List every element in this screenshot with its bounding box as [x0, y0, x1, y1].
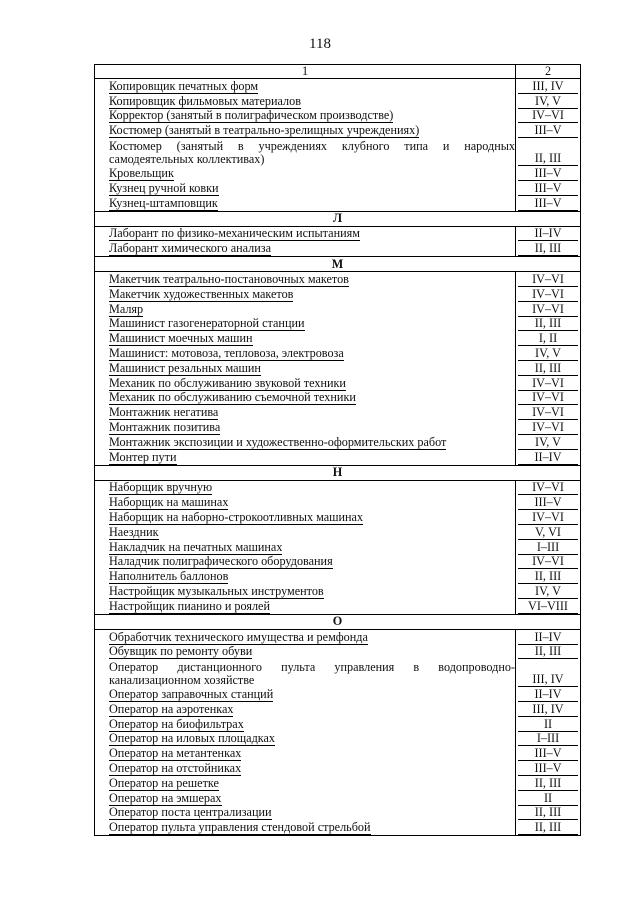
qualification-category-text: IV–VI	[518, 109, 578, 123]
table-row	[95, 791, 581, 806]
table-row	[95, 820, 581, 835]
section-letter: О	[95, 614, 581, 629]
table-row	[95, 540, 581, 555]
qualification-category	[516, 317, 581, 332]
qualification-category	[516, 361, 581, 376]
profession-name-text: Настройщик пианино и роялей	[109, 598, 270, 613]
profession-name	[95, 79, 516, 94]
qualification-category-text: IV–VI	[518, 406, 578, 420]
profession-name	[95, 302, 516, 317]
column-header-1: 1	[95, 65, 516, 79]
qualification-category	[516, 435, 581, 450]
profession-name	[95, 599, 516, 614]
qualification-category	[516, 94, 581, 109]
profession-name	[95, 346, 516, 361]
table-row	[95, 196, 581, 211]
qualification-category	[516, 420, 581, 435]
profession-name-text: Копировщик печатных форм	[109, 78, 259, 93]
qualification-category	[516, 450, 581, 465]
qualification-category-text: II–IV	[518, 631, 578, 645]
qualification-category-text: IV, V	[518, 436, 578, 450]
table-row	[95, 629, 581, 644]
qualification-category-text: III–V	[518, 167, 578, 181]
profession-name	[95, 94, 516, 109]
profession-name-text: Монтер пути	[109, 449, 177, 464]
profession-name-text: Оператор на иловых площадках	[109, 731, 276, 746]
table-row	[95, 717, 581, 732]
profession-name	[95, 196, 516, 211]
qualification-category-text: II, III	[518, 806, 578, 820]
profession-name	[95, 746, 516, 761]
qualification-category-text: I, II	[518, 332, 578, 346]
profession-name-text: Монтажник негатива	[109, 405, 219, 420]
qualification-category-text: III–V	[518, 197, 578, 211]
table-row	[95, 435, 581, 450]
profession-name	[95, 435, 516, 450]
profession-name	[95, 687, 516, 702]
profession-name	[95, 123, 516, 138]
profession-name-text: Машинист газогенераторной станции	[109, 316, 305, 331]
qualification-category-text: IV–VI	[518, 303, 578, 317]
qualification-category	[516, 405, 581, 420]
qualification-category-text: II, III	[518, 570, 578, 584]
section-letter-row	[95, 211, 581, 226]
qualification-category-text: II, III	[518, 362, 578, 376]
qualification-category-text: IV–VI	[518, 288, 578, 302]
profession-name	[95, 331, 516, 346]
profession-name	[95, 495, 516, 510]
table-row	[95, 346, 581, 361]
profession-name-text: Настройщик музыкальных инструментов	[109, 583, 324, 598]
table-row	[95, 361, 581, 376]
profession-name-text: Накладчик на печатных машинах	[109, 539, 283, 554]
table-row	[95, 317, 581, 332]
table-body	[95, 65, 581, 836]
table-row	[95, 391, 581, 406]
profession-name-text: Маляр	[109, 301, 144, 316]
profession-name	[95, 702, 516, 717]
qualification-category-text: IV–VI	[518, 511, 578, 525]
qualification-category	[516, 226, 581, 241]
table-row	[95, 510, 581, 525]
qualification-category	[516, 717, 581, 732]
profession-name-text: Оператор дистанционного пульта управления в водопроводно-канализационном хозяйстве	[109, 660, 515, 688]
table-row	[95, 645, 581, 660]
qualification-category	[516, 79, 581, 94]
table-row	[95, 109, 581, 124]
profession-name-text: Костюмер (занятый в театрально-зрелищных учреждениях)	[109, 123, 420, 138]
qualification-category	[516, 746, 581, 761]
profession-name-text: Оператор на отстойниках	[109, 761, 242, 776]
table-row	[95, 331, 581, 346]
table-row	[95, 138, 581, 166]
profession-name	[95, 629, 516, 644]
qualification-category	[516, 480, 581, 495]
profession-name-text: Наборщик на машинах	[109, 495, 229, 510]
qualification-category	[516, 241, 581, 256]
qualification-category	[516, 376, 581, 391]
profession-name	[95, 272, 516, 287]
profession-name	[95, 109, 516, 124]
qualification-category-text: II	[518, 792, 578, 806]
qualification-category-text: III, IV	[518, 80, 578, 94]
profession-name-text: Обработчик технического имущества и ремфонда	[109, 629, 368, 644]
profession-name-text: Кузнец-штамповщик	[109, 195, 218, 210]
qualification-category	[516, 123, 581, 138]
table-row	[95, 480, 581, 495]
qualification-category-text: III–V	[518, 747, 578, 761]
section-letter: М	[95, 257, 581, 272]
profession-name	[95, 376, 516, 391]
profession-name	[95, 480, 516, 495]
qualification-category	[516, 555, 581, 570]
profession-name-text: Оператор на решетке	[109, 775, 219, 790]
profession-name	[95, 361, 516, 376]
qualification-category	[516, 702, 581, 717]
qualification-category	[516, 181, 581, 196]
profession-name	[95, 776, 516, 791]
table-row	[95, 226, 581, 241]
profession-name	[95, 450, 516, 465]
table-row	[95, 761, 581, 776]
section-letter-row	[95, 257, 581, 272]
qualification-category-text: II	[518, 718, 578, 732]
profession-name	[95, 166, 516, 181]
qualification-category-text: I–III	[518, 732, 578, 746]
qualification-category	[516, 196, 581, 211]
qualification-category-text: VI–VIII	[518, 600, 578, 614]
profession-name	[95, 420, 516, 435]
page-number: 118	[309, 36, 331, 52]
profession-name	[95, 317, 516, 332]
qualification-category	[516, 761, 581, 776]
table-row	[95, 555, 581, 570]
qualification-category-text: III–V	[518, 124, 578, 138]
table-row	[95, 450, 581, 465]
profession-name	[95, 138, 516, 166]
qualification-category-text: II, III	[518, 821, 578, 835]
profession-name	[95, 732, 516, 747]
table-row	[95, 287, 581, 302]
table-row	[95, 302, 581, 317]
qualification-category	[516, 569, 581, 584]
profession-name-text: Наладчик полиграфического оборудования	[109, 554, 333, 569]
qualification-category	[516, 510, 581, 525]
qualification-category	[516, 287, 581, 302]
profession-name	[95, 569, 516, 584]
profession-name-text: Монтажник экспозиции и художественно-оформительских работ	[109, 434, 447, 449]
qualification-category-text: III–V	[518, 182, 578, 196]
qualification-category	[516, 540, 581, 555]
profession-name-text: Машинист моечных машин	[109, 331, 253, 346]
table-row	[95, 123, 581, 138]
qualification-category	[516, 331, 581, 346]
qualification-category	[516, 629, 581, 644]
profession-name-text: Оператор на аэротенках	[109, 701, 234, 716]
profession-name-text: Машинист: мотовоза, тепловоза, электровоза	[109, 345, 344, 360]
qualification-category-text: II, III	[518, 317, 578, 331]
qualification-category-text: IV–VI	[518, 481, 578, 495]
table-row	[95, 420, 581, 435]
table-row	[95, 806, 581, 821]
table-row	[95, 702, 581, 717]
qualification-category	[516, 346, 581, 361]
professions-table	[94, 64, 581, 836]
table-row	[95, 94, 581, 109]
qualification-category	[516, 732, 581, 747]
qualification-category	[516, 791, 581, 806]
qualification-category-text: II–IV	[518, 227, 578, 241]
qualification-category-text: III, IV	[518, 673, 578, 687]
qualification-category-text: III–V	[518, 762, 578, 776]
profession-name	[95, 405, 516, 420]
section-letter-row	[95, 614, 581, 629]
table-row	[95, 241, 581, 256]
qualification-category-text: II, III	[518, 777, 578, 791]
profession-name-text: Монтажник позитива	[109, 419, 221, 434]
profession-name-text: Оператор на метантенках	[109, 746, 242, 761]
qualification-category	[516, 806, 581, 821]
profession-name	[95, 791, 516, 806]
profession-name	[95, 659, 516, 687]
qualification-category	[516, 166, 581, 181]
qualification-category-text: IV, V	[518, 585, 578, 599]
profession-name-text: Макетчик театрально-постановочных макетов	[109, 271, 349, 286]
section-letter-row	[95, 465, 581, 480]
qualification-category	[516, 272, 581, 287]
profession-name	[95, 510, 516, 525]
profession-name-text: Наборщик вручную	[109, 480, 213, 495]
table-row	[95, 405, 581, 420]
profession-name-text: Механик по обслуживанию звуковой техники	[109, 375, 346, 390]
profession-name-text: Костюмер (занятый в учреждениях клубного типа и народных самодеятельных коллективах)	[109, 139, 515, 167]
profession-name	[95, 287, 516, 302]
qualification-category-text: II, III	[518, 242, 578, 256]
profession-name	[95, 761, 516, 776]
profession-name	[95, 645, 516, 660]
profession-name	[95, 241, 516, 256]
profession-name	[95, 525, 516, 540]
qualification-category	[516, 776, 581, 791]
profession-name-text: Наездник	[109, 524, 159, 539]
qualification-category	[516, 109, 581, 124]
qualification-category-text: V, VI	[518, 526, 578, 540]
table-row	[95, 181, 581, 196]
table-row	[95, 687, 581, 702]
profession-name	[95, 226, 516, 241]
table-row	[95, 525, 581, 540]
table-row	[95, 599, 581, 614]
profession-name-text: Наборщик на наборно-строкоотливных машинах	[109, 509, 364, 524]
qualification-category-text: IV–VI	[518, 555, 578, 569]
qualification-category	[516, 302, 581, 317]
profession-name-text: Машинист резальных машин	[109, 360, 261, 375]
table-header-row	[95, 65, 581, 79]
section-letter: Л	[95, 211, 581, 226]
profession-name-text: Лаборант по физико-механическим испытаниям	[109, 226, 360, 241]
profession-name-text: Корректор (занятый в полиграфическом производстве)	[109, 108, 394, 123]
profession-name-text: Кузнец ручной ковки	[109, 180, 219, 195]
qualification-category-text: IV, V	[518, 95, 578, 109]
profession-name-text: Наполнитель баллонов	[109, 569, 229, 584]
profession-name	[95, 820, 516, 835]
profession-name	[95, 717, 516, 732]
profession-name-text: Механик по обслуживанию съемочной техники	[109, 390, 356, 405]
table-row	[95, 776, 581, 791]
profession-name	[95, 555, 516, 570]
profession-name-text: Обувщик по ремонту обуви	[109, 644, 253, 659]
table-row	[95, 272, 581, 287]
qualification-category	[516, 820, 581, 835]
qualification-category-text: IV–VI	[518, 273, 578, 287]
qualification-category-text: III–V	[518, 496, 578, 510]
profession-name-text: Оператор на эмшерах	[109, 790, 222, 805]
column-header-2: 2	[516, 65, 581, 79]
qualification-category-text: II–IV	[518, 688, 578, 702]
qualification-category	[516, 495, 581, 510]
table-row	[95, 376, 581, 391]
qualification-category-text: IV–VI	[518, 377, 578, 391]
qualification-category	[516, 138, 581, 166]
table-row	[95, 746, 581, 761]
table-row	[95, 732, 581, 747]
profession-name	[95, 584, 516, 599]
profession-name	[95, 181, 516, 196]
qualification-category	[516, 584, 581, 599]
qualification-category	[516, 391, 581, 406]
table-row	[95, 659, 581, 687]
profession-name-text: Оператор пульта управления стендовой стрельбой	[109, 820, 371, 835]
profession-name	[95, 540, 516, 555]
qualification-category-text: II, III	[518, 645, 578, 659]
qualification-category	[516, 645, 581, 660]
profession-name	[95, 806, 516, 821]
profession-name	[95, 391, 516, 406]
profession-name-text: Оператор заправочных станций	[109, 687, 274, 702]
qualification-category-text: I–III	[518, 541, 578, 555]
table-row	[95, 79, 581, 94]
table-row	[95, 584, 581, 599]
profession-name-text: Оператор поста централизации	[109, 805, 272, 820]
section-letter: Н	[95, 465, 581, 480]
qualification-category-text: II, III	[518, 152, 578, 166]
profession-name-text: Оператор на биофильтрах	[109, 716, 244, 731]
qualification-category	[516, 599, 581, 614]
table-row	[95, 569, 581, 584]
table-row	[95, 495, 581, 510]
qualification-category-text: IV, V	[518, 347, 578, 361]
qualification-category	[516, 525, 581, 540]
qualification-category	[516, 659, 581, 687]
profession-name-text: Копировщик фильмовых материалов	[109, 93, 301, 108]
qualification-category-text: IV–VI	[518, 421, 578, 435]
profession-name-text: Лаборант химического анализа	[109, 241, 271, 256]
profession-name-text: Макетчик художественных макетов	[109, 286, 294, 301]
qualification-category-text: IV–VI	[518, 391, 578, 405]
qualification-category	[516, 687, 581, 702]
qualification-category-text: II–IV	[518, 451, 578, 465]
profession-name-text: Кровельщик	[109, 165, 174, 180]
table-row	[95, 166, 581, 181]
qualification-category-text: III, IV	[518, 703, 578, 717]
